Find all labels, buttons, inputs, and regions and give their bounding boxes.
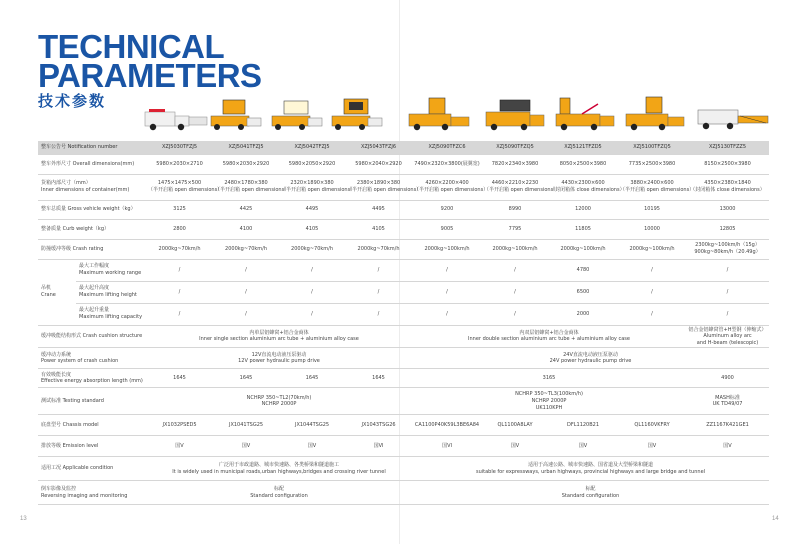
label-energy <box>38 369 146 388</box>
container-5-size: 4260×2200×400 <box>425 180 469 187</box>
emission-8: 国V <box>618 436 686 457</box>
overall-8: 7735×2500×3980 <box>618 154 686 174</box>
label-range-cn: 最大工作幅度 <box>79 263 110 270</box>
gross-2: 4425 <box>213 200 279 219</box>
container-8-note: （半开启箱 open dimensions） <box>620 187 695 193</box>
label-crane <box>38 259 76 325</box>
range-7: 4780 <box>548 259 618 281</box>
overall-9: 8150×2500×3980 <box>686 154 769 174</box>
label-testing: 测试标准 Testing standard <box>38 388 146 415</box>
model-8: XZJ5100TFZQ5 <box>618 141 686 154</box>
range-4: / <box>345 259 412 281</box>
container-1-note: （半开启箱 open dimensions） <box>148 187 223 193</box>
container-2 <box>213 174 290 200</box>
range-1: / <box>146 259 213 281</box>
title-line-2: PARAMETERS <box>38 57 262 94</box>
model-7: XZJ5121TFZD5 <box>548 141 618 154</box>
row-application <box>38 457 769 481</box>
energy-3: 1645 <box>279 369 345 388</box>
container-4-size: 2380×1890×380 <box>356 180 401 187</box>
container-4 <box>345 174 422 200</box>
row-curb <box>38 219 769 239</box>
label-power-cn: 缓冲动力系统 <box>41 351 72 358</box>
container-3-size: 2320×1890×380 <box>290 180 334 187</box>
container-1 <box>146 174 223 200</box>
row-container <box>38 174 769 200</box>
page-number-left: 13 <box>20 516 27 522</box>
reversing-left-cn: 标配 <box>274 486 285 493</box>
emission-3: 国V <box>279 436 345 457</box>
curb-6: 7795 <box>482 219 548 239</box>
container-9-size: 4350×2380×1840 <box>704 180 751 187</box>
chassis-6: QL1100A8LAY <box>482 415 548 436</box>
label-overall: 整车外形尺寸 Overall dimensions(mm) <box>38 154 146 174</box>
crash-8: 2000kg~100km/h <box>618 239 686 259</box>
testing-tl2-line-2: NCHRP 2000P <box>261 401 297 408</box>
label-capacity-cn: 最大起升重量 <box>79 307 110 314</box>
container-6 <box>482 174 559 200</box>
container-6-note: （半开启箱 open dimensions） <box>484 187 559 193</box>
page-title <box>38 28 262 94</box>
container-7-size: 4430×2300×600 <box>561 180 605 187</box>
reversing-right <box>412 481 769 505</box>
emission-6: 国V <box>482 436 548 457</box>
height-1: / <box>146 281 213 303</box>
height-9: / <box>686 281 769 303</box>
vehicle-image-2 <box>207 96 267 136</box>
model-4: XZJ5043TFZJ6 <box>345 141 412 154</box>
container-3-note: （半开启箱 open dimensions） <box>281 187 356 193</box>
model-3: XZJ5042TFZJ5 <box>279 141 345 154</box>
power-12v <box>146 348 412 369</box>
testing-tl3-line-2: NCHRP 2000P <box>531 397 567 404</box>
chassis-2: JX1041TSG25 <box>213 415 279 436</box>
cushion-telescopic <box>686 325 769 348</box>
gross-6: 8990 <box>482 200 548 219</box>
container-4-note: （半开启箱 open dimensions） <box>347 187 422 193</box>
container-1-size: 1475×1475×500 <box>157 180 202 187</box>
vehicle-image-7 <box>552 96 618 136</box>
container-2-size: 2480×1780×380 <box>224 180 268 187</box>
crash-3: 2000kg~70km/h <box>279 239 345 259</box>
range-3: / <box>279 259 345 281</box>
application-expressway-en: suitable for expressways, urban highways, provincial highways and large bridge and tunnel <box>475 468 706 475</box>
row-gross <box>38 200 769 219</box>
label-capacity-en: Maximum lifting capacity <box>79 314 143 320</box>
height-6: / <box>482 281 548 303</box>
power-24v-cn: 24V直流电动液压泵驱动 <box>563 351 618 358</box>
emission-5: 国VI <box>412 436 482 457</box>
vehicle-image-9 <box>694 96 772 136</box>
overall-2: 5980×2030×2920 <box>213 154 279 174</box>
power-12v-en: 12V power hydraulic pump drive <box>238 358 320 365</box>
testing-tl2-line-1: NCHRP 350~TL2(70km/h) <box>246 394 312 401</box>
testing-mash-line-2: UK TD49/07 <box>712 401 743 408</box>
chassis-7: DFL1120B21 <box>548 415 618 436</box>
gross-9: 13000 <box>686 200 769 219</box>
label-cushion: 缓冲吸能结构形式 Crash cushion structure <box>38 325 146 348</box>
power-24v-en: 24V power hydraulic pump drive <box>549 358 632 365</box>
crash-9-line-2: 900kg~80km/h（20.49g） <box>694 249 761 255</box>
crash-1: 2000kg~70km/h <box>146 239 213 259</box>
emission-4: 国VI <box>345 436 412 457</box>
label-crane-en: Crane <box>41 292 56 298</box>
curb-4: 4105 <box>345 219 412 239</box>
application-expressway-cn: 适用于高速公路、城市快速路、国省道及大型桥梁和隧道 <box>528 462 654 469</box>
label-emission: 排放等级 Emission level <box>38 436 146 457</box>
overall-4: 5980×2040×2920 <box>345 154 412 174</box>
gross-1: 3125 <box>146 200 213 219</box>
application-municipal <box>146 457 412 481</box>
energy-9: 4900 <box>686 369 769 388</box>
curb-9: 12805 <box>686 219 769 239</box>
crash-9-line-1: 2300kg~100km/h（15g） <box>695 242 760 249</box>
emission-7: 国V <box>548 436 618 457</box>
overall-1: 5980×2030×2710 <box>146 154 213 174</box>
row-cushion <box>38 325 769 348</box>
curb-7: 11805 <box>548 219 618 239</box>
chassis-8: QL1160VKFRY <box>618 415 686 436</box>
range-6: / <box>482 259 548 281</box>
overall-6: 7820×2340×3980 <box>482 154 548 174</box>
reversing-left-en: Standard configuration <box>250 492 308 499</box>
cushion-single-cn: 内单层铝蜂窝+铝合金商体 <box>249 329 309 336</box>
row-overall <box>38 154 769 174</box>
page-title-chinese: 技术参数 <box>38 92 107 110</box>
label-energy-cn: 有效吸能长度 <box>41 371 72 378</box>
container-6-size: 4460×2210×2230 <box>491 180 539 187</box>
container-7-note: （封闭箱体 close dimensions） <box>550 187 625 193</box>
cushion-single-en: Inner single section aluminium arc tube + aluminium alloy case <box>199 336 359 343</box>
model-5: XZJ5090TFZC6 <box>412 141 482 154</box>
testing-tl3 <box>412 388 686 415</box>
label-container <box>38 174 146 200</box>
crash-6: 2000kg~100km/h <box>482 239 548 259</box>
capacity-2: / <box>213 303 279 325</box>
application-expressway <box>412 457 769 481</box>
label-height <box>76 281 146 303</box>
curb-1: 2800 <box>146 219 213 239</box>
range-5: / <box>412 259 482 281</box>
cushion-telescopic-en-2: and H-beam (telescopic) <box>696 339 759 346</box>
label-gross: 整车总质量 Gross vehicle weight（kg） <box>38 200 146 219</box>
model-2: XZJ5041TFZJ5 <box>213 141 279 154</box>
crash-5: 2000kg~100km/h <box>412 239 482 259</box>
overall-5: 7490×2320×3800(展翼宽) <box>412 154 482 174</box>
emission-9: 国V <box>686 436 769 457</box>
height-3: / <box>279 281 345 303</box>
capacity-7: 2000 <box>548 303 618 325</box>
label-power-en: Power system of crash cushion <box>41 358 119 365</box>
label-crash: 防撞缓冲等级 Crash rating <box>38 239 146 259</box>
chassis-4: JX1043TSG26 <box>345 415 412 436</box>
curb-2: 4100 <box>213 219 279 239</box>
cushion-double-en: Inner double section aluminium arc tube + aluminium alloy case <box>468 336 630 343</box>
testing-mash <box>686 388 769 415</box>
container-5-note: （半开启箱 open dimensions） <box>414 187 489 193</box>
label-height-en: Maximum lifting height <box>79 292 137 298</box>
row-testing <box>38 388 769 415</box>
vehicle-image-1 <box>141 96 211 136</box>
label-notification: 整车公告号 Notification number <box>38 141 146 154</box>
container-7 <box>548 174 625 200</box>
row-crane-height <box>38 281 769 303</box>
capacity-6: / <box>482 303 548 325</box>
vehicle-image-4 <box>328 96 388 136</box>
page-number-right: 14 <box>772 516 779 522</box>
row-chassis <box>38 415 769 436</box>
label-reversing <box>38 481 146 505</box>
height-2: / <box>213 281 279 303</box>
chassis-9: ZZ1167K421GE1 <box>686 415 769 436</box>
container-9 <box>686 174 769 200</box>
crash-4: 2000kg~70km/h <box>345 239 412 259</box>
cushion-telescopic-en-1: Aluminum alloy arc <box>703 333 752 340</box>
label-range-en: Maximum working range <box>79 270 142 276</box>
reversing-right-en: Standard configuration <box>561 492 620 499</box>
container-5 <box>412 174 489 200</box>
vehicle-lineup <box>0 96 800 138</box>
gross-4: 4495 <box>345 200 412 219</box>
height-4: / <box>345 281 412 303</box>
power-12v-cn: 12V直流电动液压泵驱动 <box>251 351 307 358</box>
application-municipal-cn: 广泛用于市政道路、城市快速路、各类桥梁和隧道施工 <box>219 462 340 469</box>
container-9-note: （封闭箱体 close dimensions） <box>690 187 765 193</box>
height-8: / <box>618 281 686 303</box>
power-24v <box>412 348 769 369</box>
testing-tl3-line-3: UK110KPH <box>535 404 563 411</box>
curb-8: 10000 <box>618 219 686 239</box>
gross-3: 4495 <box>279 200 345 219</box>
testing-tl3-line-1: NCHRP 350~TL3(100km/h) <box>515 391 583 398</box>
label-power <box>38 348 146 369</box>
vehicle-image-5 <box>405 96 475 136</box>
model-6: XZJ5090TFZQ5 <box>482 141 548 154</box>
spec-table <box>38 141 769 505</box>
overall-3: 5980×2050×2920 <box>279 154 345 174</box>
capacity-9: / <box>686 303 769 325</box>
emission-2: 国V <box>213 436 279 457</box>
energy-1: 1645 <box>146 369 213 388</box>
energy-4: 1645 <box>345 369 412 388</box>
energy-double: 3165 <box>412 369 686 388</box>
label-range <box>76 259 146 281</box>
label-capacity <box>76 303 146 325</box>
emission-1: 国V <box>146 436 213 457</box>
capacity-4: / <box>345 303 412 325</box>
row-crash <box>38 239 769 259</box>
range-2: / <box>213 259 279 281</box>
testing-tl2 <box>146 388 412 415</box>
crash-7: 2000kg~100km/h <box>548 239 618 259</box>
container-8 <box>618 174 695 200</box>
capacity-1: / <box>146 303 213 325</box>
label-crane-cn: 吊机 <box>41 285 52 292</box>
application-municipal-en: It is widely used in municipal roads,urban highways,bridges and crossing river tunnel <box>172 468 386 475</box>
energy-2: 1645 <box>213 369 279 388</box>
label-reversing-cn: 倒车影像及监控 <box>41 486 77 493</box>
height-7: 6500 <box>548 281 618 303</box>
gross-7: 12000 <box>548 200 618 219</box>
gross-5: 9200 <box>412 200 482 219</box>
row-crane-capacity <box>38 303 769 325</box>
row-emission <box>38 436 769 457</box>
label-container-cn: 货箱内部尺寸（mm） <box>41 180 91 187</box>
container-2-note: （半开启箱 open dimensions） <box>215 187 290 193</box>
model-9: XZJ5130TFZZ5 <box>686 141 769 154</box>
row-crane-range <box>38 259 769 281</box>
overall-7: 8050×2500×3980 <box>548 154 618 174</box>
capacity-3: / <box>279 303 345 325</box>
cushion-single <box>146 325 412 348</box>
testing-mash-line-1: MASH标准 <box>715 394 740 401</box>
vehicle-image-3 <box>268 96 328 136</box>
chassis-5: CA1100P40K59L3BE6A84 <box>412 415 482 436</box>
capacity-8: / <box>618 303 686 325</box>
label-container-en: Inner dimensions of container(mm) <box>41 187 130 193</box>
chassis-1: JX1032PSED5 <box>146 415 213 436</box>
label-chassis: 底盘型号 Chassis model <box>38 415 146 436</box>
reversing-left <box>146 481 412 505</box>
vehicle-image-6 <box>482 96 548 136</box>
container-8-size: 3880×2400×600 <box>630 180 674 187</box>
capacity-5: / <box>412 303 482 325</box>
cushion-double-cn: 内双层铝蜂窝+铝合金商体 <box>519 329 579 336</box>
row-reversing <box>38 481 769 505</box>
label-energy-en: Effective energy absorption length (mm) <box>41 378 143 385</box>
height-5: / <box>412 281 482 303</box>
row-energy <box>38 369 769 388</box>
title-line-1: TECHNICAL <box>38 28 225 65</box>
range-8: / <box>618 259 686 281</box>
label-curb: 整备质量 Curb weight（kg） <box>38 219 146 239</box>
curb-3: 4105 <box>279 219 345 239</box>
cushion-telescopic-cn: 铝合金铝蜂窝管+H型钢（伸缩式） <box>688 326 767 333</box>
model-1: XZJ5030TFZJ5 <box>146 141 213 154</box>
container-3 <box>279 174 356 200</box>
row-notification <box>38 141 769 154</box>
label-reversing-en: Reversing imaging and monitoring <box>41 492 128 499</box>
crash-2: 2000kg~70km/h <box>213 239 279 259</box>
curb-5: 9005 <box>412 219 482 239</box>
label-height-cn: 最大起升高度 <box>79 285 110 292</box>
reversing-right-cn: 标配 <box>585 486 596 493</box>
chassis-3: JX1044TSG25 <box>279 415 345 436</box>
gross-8: 10195 <box>618 200 686 219</box>
row-power <box>38 348 769 369</box>
label-application: 适用工况 Applicable condition <box>38 457 146 481</box>
range-9: / <box>686 259 769 281</box>
crash-9 <box>686 239 769 259</box>
vehicle-image-8 <box>622 96 688 136</box>
cushion-double <box>412 325 686 348</box>
